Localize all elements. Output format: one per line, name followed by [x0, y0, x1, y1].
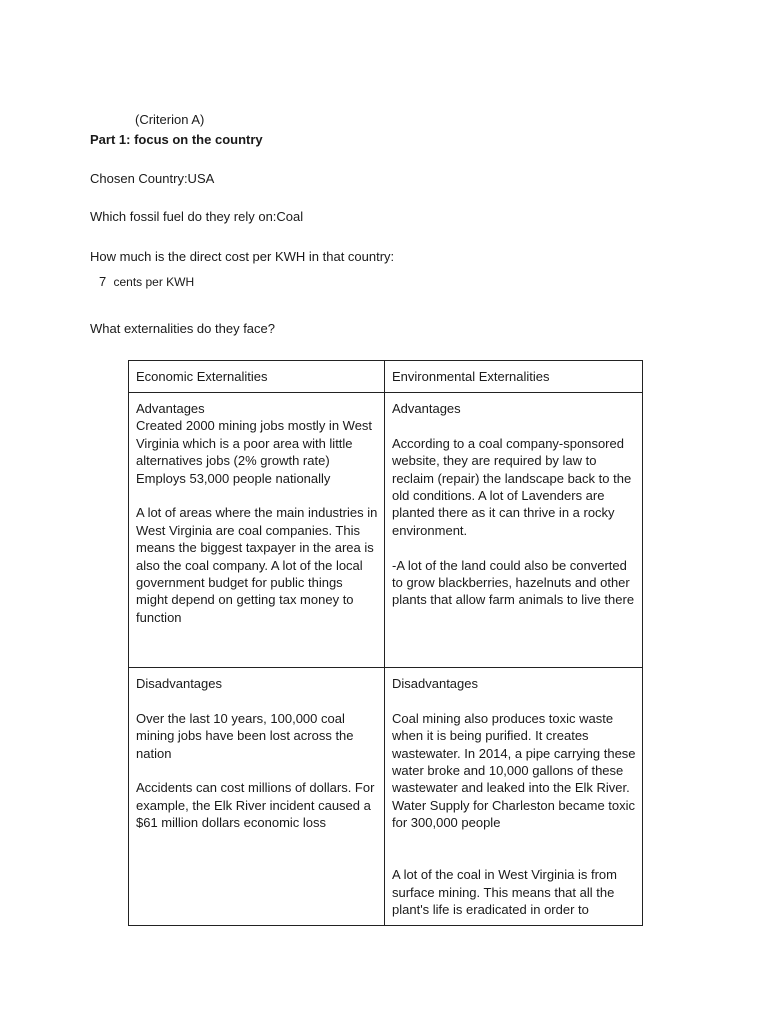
cost-number: 7 — [99, 274, 107, 289]
environmental-advantages-text-2: -A lot of the land could also be converted to grow blackberries, hazelnuts and other plants that allow farm animals to live there — [392, 557, 635, 608]
economic-disadvantages-text-1: Over the last 10 years, 100,000 coal mining jobs have been lost across the nation — [136, 710, 354, 761]
economic-advantages-text-2: A lot of areas where the main industries in West Virginia are coal companies. This means the biggest taxpayer in the area is also the coal company. A lot of the local government budget for public things might depend on getting tax money to function — [136, 505, 378, 625]
economic-disadvantages-text-2: Accidents can cost millions of dollars. For example, the Elk River incident caused a $61 million dollars economic loss — [136, 780, 375, 831]
environmental-disadvantages-cell — [385, 668, 643, 926]
environmental-advantages-label: Advantages — [392, 401, 461, 416]
environmental-disadvantages-label: Disadvantages — [392, 676, 478, 691]
externalities-table — [128, 360, 643, 926]
header-economic: Economic Externalities — [129, 361, 385, 393]
part-title: Part 1: focus on the country — [90, 132, 263, 147]
environmental-advantages-text-1: According to a coal company-sponsored website, they are required by law to reclaim (repair) the landscape back to the old conditions. A lot of Lavenders are planted there as it can thrive in a rocky environment. — [392, 435, 632, 538]
cost-question: How much is the direct cost per KWH in that country: — [90, 249, 395, 264]
economic-disadvantages-label: Disadvantages — [136, 676, 222, 691]
economic-advantages-text-1: Created 2000 mining jobs mostly in West Virginia which is a poor area with little alternatives jobs (2% growth rate) Employs 53,000 people nationally — [136, 418, 373, 486]
table-header-row — [129, 361, 643, 393]
chosen-country-line: Chosen Country:USA — [90, 171, 215, 186]
economic-advantages-cell — [129, 393, 385, 668]
environmental-advantages-cell — [385, 393, 643, 668]
criterion-label: (Criterion A) — [135, 112, 205, 127]
disadvantages-row — [129, 668, 643, 926]
economic-disadvantages-cell — [129, 668, 385, 926]
fossil-fuel-line: Which fossil fuel do they rely on:Coal — [90, 209, 304, 224]
cost-answer — [99, 274, 194, 290]
advantages-row — [129, 393, 643, 668]
cost-unit: cents per KWH — [113, 275, 195, 289]
externalities-question: What externalities do they face? — [90, 321, 275, 336]
environmental-disadvantages-text-1: Coal mining also produces toxic waste when it is being purified. It creates wastewater. In 2014, a pipe carrying these water broke and 10,000 gallons of these wastewater and leaked into the Elk River. Water Supply for Charleston became toxic for 300,000 people — [392, 710, 636, 831]
economic-advantages-label: Advantages — [136, 401, 205, 416]
header-environmental: Environmental Externalities — [385, 361, 643, 393]
environmental-disadvantages-text-2: A lot of the coal in West Virginia is from surface mining. This means that all the plant's life is eradicated in order to — [392, 867, 617, 918]
